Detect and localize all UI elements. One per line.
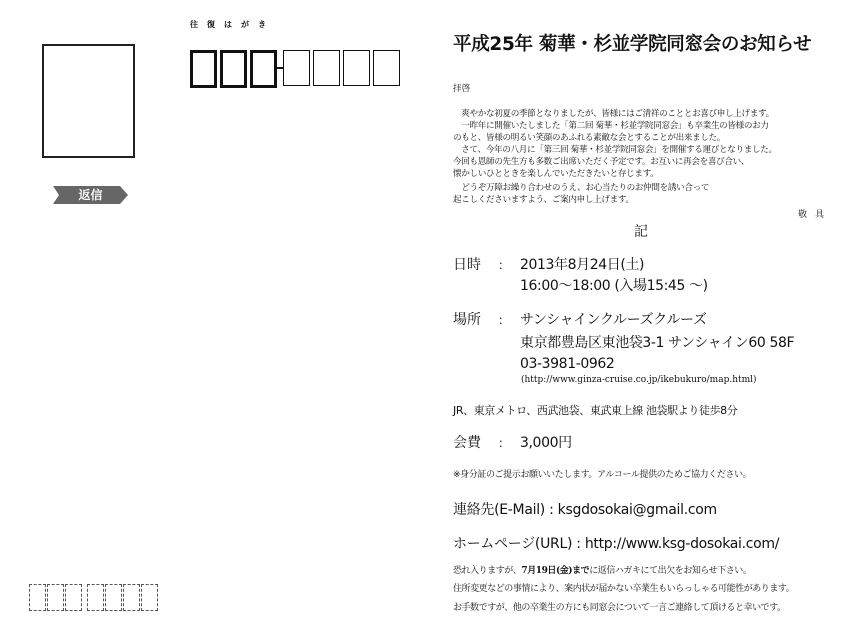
fee-value: 3,000円	[520, 435, 572, 451]
postal-code-box	[65, 584, 82, 611]
postal-code-box	[283, 50, 310, 86]
closing-keigu: 敬具	[798, 210, 833, 220]
footer-line-1-post: に返信ハガキにて出欠をお知らせ下さい。	[589, 566, 752, 576]
body-line: 一昨年に開催いたしました「第二回 菊華・杉並学院同窓会」も卒業生の皆様のお力	[453, 121, 769, 131]
venue-map-url: (http://www.ginza-cruise.co.jp/ikebukuro/map.html)	[521, 375, 757, 385]
page-title: 平成25年 菊華・杉並学院同窓会のお知らせ	[453, 34, 812, 55]
body-line: 爽やかな初夏の季節となりましたが、皆様にはご清祥のこととお喜び申し上げます。	[453, 109, 774, 119]
venue-address: 東京都豊島区東池袋3-1 サンシャイン60 58F	[520, 335, 795, 351]
postal-code-boxes	[190, 50, 403, 88]
venue-phone: 03-3981-0962	[520, 356, 615, 372]
date-colon: ：	[498, 258, 511, 272]
body-line: 起こしくださいますよう、ご案内申し上げます。	[453, 195, 634, 205]
id-note: ※身分証のご提示お願いいたします。アルコール提供のためご協力ください。	[453, 470, 752, 480]
ofuku-hagaki-label: 往復はがき	[190, 20, 275, 29]
postal-code-box	[29, 584, 46, 611]
body-line: どうぞ万障お繰り合わせのうえ、お心当たりのお仲間を誘い合って	[453, 183, 710, 193]
postal-code-box	[123, 584, 140, 611]
postal-code-box	[250, 50, 277, 88]
body-line: のもと、皆様の明るい笑顔のあふれる素敵な会とすることが出来ました。	[453, 133, 726, 143]
sender-postal-boxes	[29, 584, 159, 611]
place-colon: ：	[498, 313, 511, 327]
postal-code-box	[87, 584, 104, 611]
postal-code-box	[47, 584, 64, 611]
greeting: 拝啓	[453, 84, 471, 94]
postal-code-box	[105, 584, 122, 611]
postal-code-box	[220, 50, 247, 88]
postal-code-box	[190, 50, 217, 88]
postal-code-box	[141, 584, 158, 611]
access-info: JR、東京メトロ、西武池袋、東武東上線 池袋駅より徒歩8分	[453, 404, 738, 417]
date-value: 2013年8月24日(土)	[520, 257, 645, 273]
body-line: 今回も恩師の先生方も多数ご出席いただく予定です。お互いに再会を喜び合い、	[453, 157, 750, 167]
body-line: 懐かしいひとときを楽しんでいただきたいと存じます。	[453, 169, 659, 179]
body-line: さて、今年の八月に「第三回 菊華・杉並学院同窓会」を開催する運びとなりました。	[453, 145, 777, 155]
reply-deadline: 7月19日(金)まで	[521, 566, 590, 576]
fee-label: 会費	[453, 435, 481, 451]
contact-email: 連絡先(E-Mail) : ksgdosokai@gmail.com	[453, 502, 717, 518]
reply-label: 返信	[78, 188, 103, 202]
contact-homepage: ホームページ(URL) : http://www.ksg-dosokai.com/	[453, 536, 780, 552]
venue-name: サンシャインクルーズクルーズ	[520, 312, 707, 328]
postal-code-box	[343, 50, 370, 86]
footer-line-1	[453, 563, 751, 576]
reply-arrow-badge	[53, 186, 128, 204]
postal-code-box	[373, 50, 400, 86]
ki-heading: 記	[634, 224, 648, 240]
stamp-box	[42, 44, 135, 158]
footer-line-1-pre: 恐れ入りますが、	[453, 566, 522, 576]
footer-line-3: お手数ですが、他の卒業生の方にも同窓会について一言ご連絡して頂けると幸いです。	[453, 603, 786, 613]
time-value: 16:00〜18:00 (入場15:45 〜)	[520, 278, 708, 294]
date-label: 日時	[453, 257, 481, 273]
fee-colon: ：	[498, 436, 511, 450]
place-label: 場所	[453, 312, 481, 328]
footer-line-2: 住所変更などの事情により、案内状が届かない卒業生もいらっしゃる可能性があります。	[453, 584, 795, 594]
postal-code-box	[313, 50, 340, 86]
